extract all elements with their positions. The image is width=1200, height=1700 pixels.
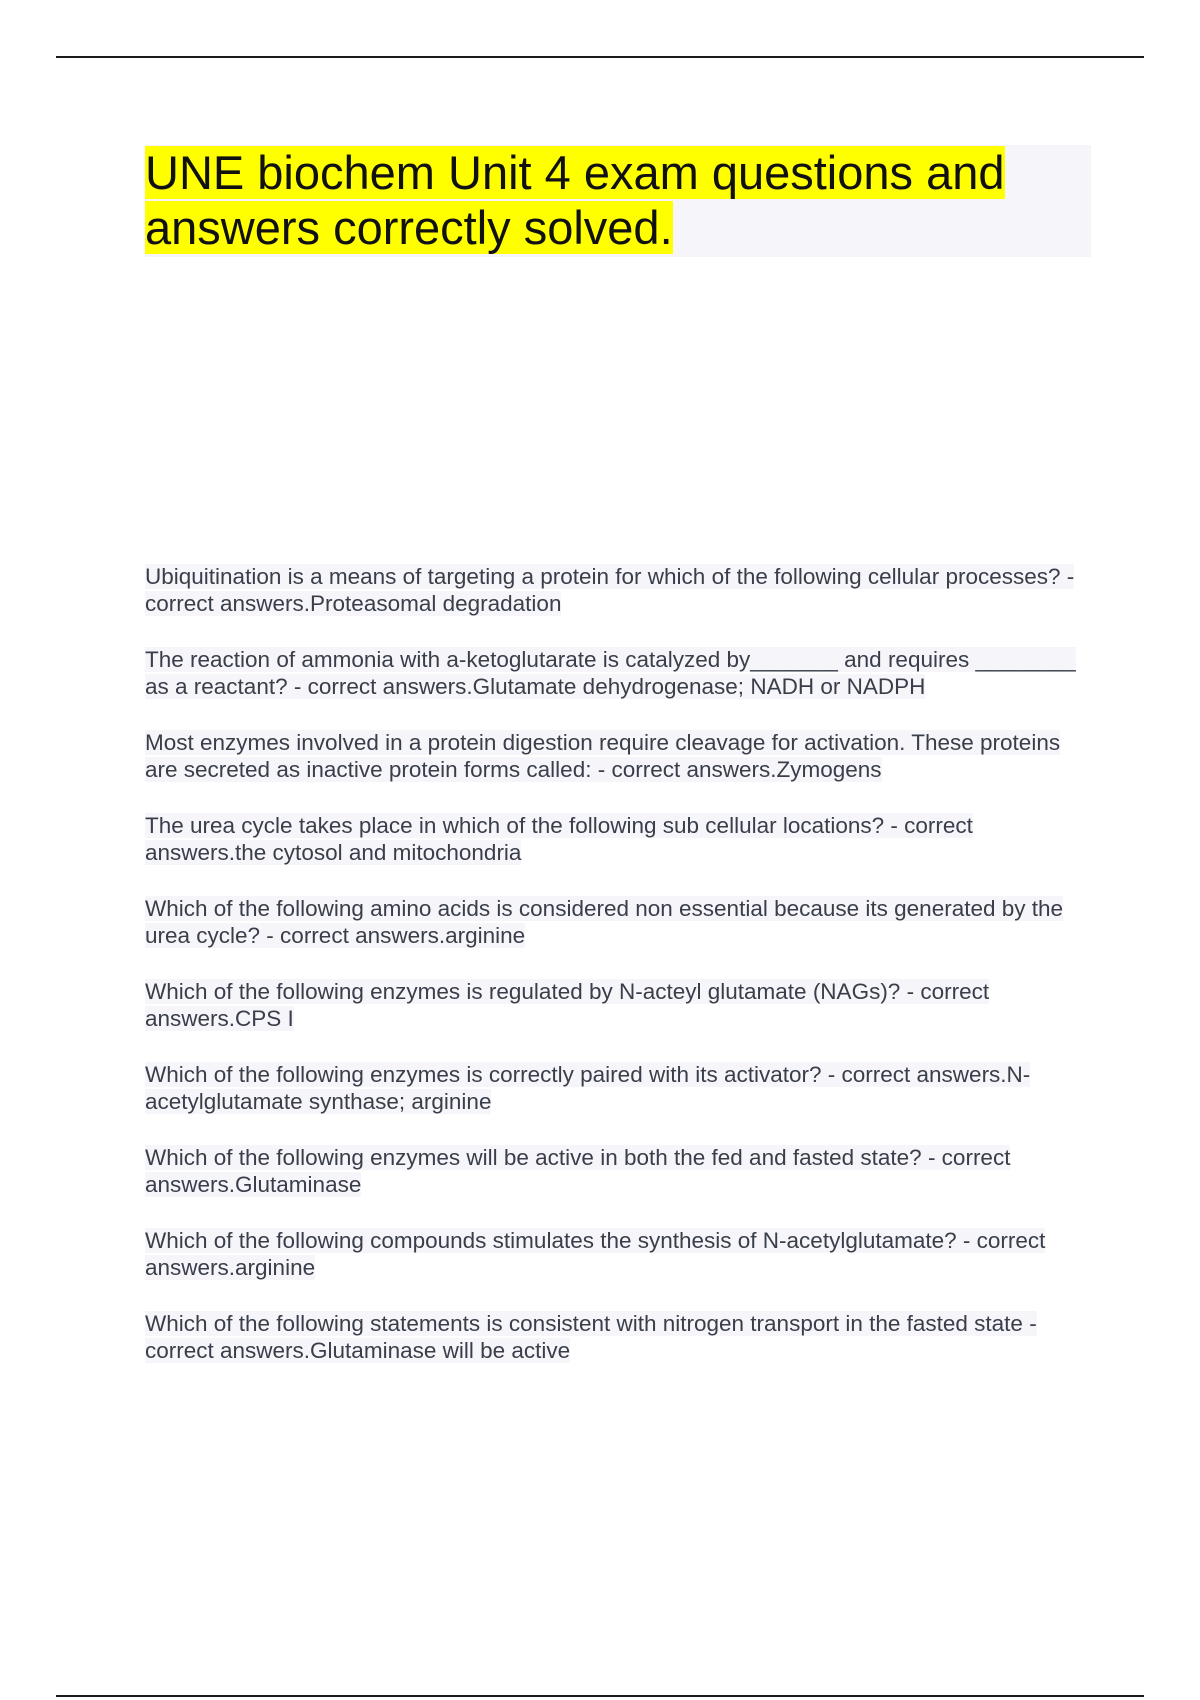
qa-item (145, 563, 1090, 617)
qa-item-text: Which of the following enzymes will be active in both the fed and fasted state? - correct answers.Glutaminase (145, 1145, 1011, 1197)
qa-item (145, 812, 1090, 866)
qa-item-text: Ubiquitination is a means of targeting a protein for which of the following cellular processes? - correct answers.Proteasomal degradation (145, 564, 1075, 616)
qa-item (145, 1061, 1090, 1115)
qa-item-text: The urea cycle takes place in which of the following sub cellular locations? - correct answers.the cytosol and mitochondria (145, 813, 973, 865)
document-title-text: UNE biochem Unit 4 exam questions and answers correctly solved. (145, 146, 1005, 254)
page-top-rule (56, 56, 1144, 58)
qa-item (145, 729, 1090, 783)
qa-list (145, 563, 1090, 1393)
qa-item (145, 895, 1090, 949)
qa-item-text: Which of the following enzymes is regulated by N-acteyl glutamate (NAGs)? - correct answers.CPS I (145, 979, 990, 1031)
qa-item (145, 978, 1090, 1032)
title-block (145, 145, 1091, 257)
qa-item-text: Which of the following statements is consistent with nitrogen transport in the fasted state - correct answers.Glutaminase will be active (145, 1311, 1037, 1363)
qa-item (145, 646, 1090, 700)
qa-item (145, 1144, 1090, 1198)
qa-item (145, 1310, 1090, 1364)
page-bottom-rule (56, 1695, 1144, 1697)
qa-item-text: Which of the following enzymes is correctly paired with its activator? - correct answers.N-acetylglutamate synthase; arginine (145, 1062, 1031, 1114)
qa-item-text: The reaction of ammonia with a-ketoglutarate is catalyzed by_______ and requires ________ as a reactant? - correct answers.Glutamate dehydrogenase; NADH or NADPH (145, 647, 1076, 699)
qa-item-text: Most enzymes involved in a protein digestion require cleavage for activation. These proteins are secreted as inactive protein forms called: - correct answers.Zymogens (145, 730, 1061, 782)
qa-item-text: Which of the following compounds stimulates the synthesis of N-acetylglutamate? - correct answers.arginine (145, 1228, 1046, 1280)
document-title (145, 145, 1091, 255)
qa-item (145, 1227, 1090, 1281)
qa-item-text: Which of the following amino acids is considered non essential because its generated by the urea cycle? - correct answers.arginine (145, 896, 1064, 948)
